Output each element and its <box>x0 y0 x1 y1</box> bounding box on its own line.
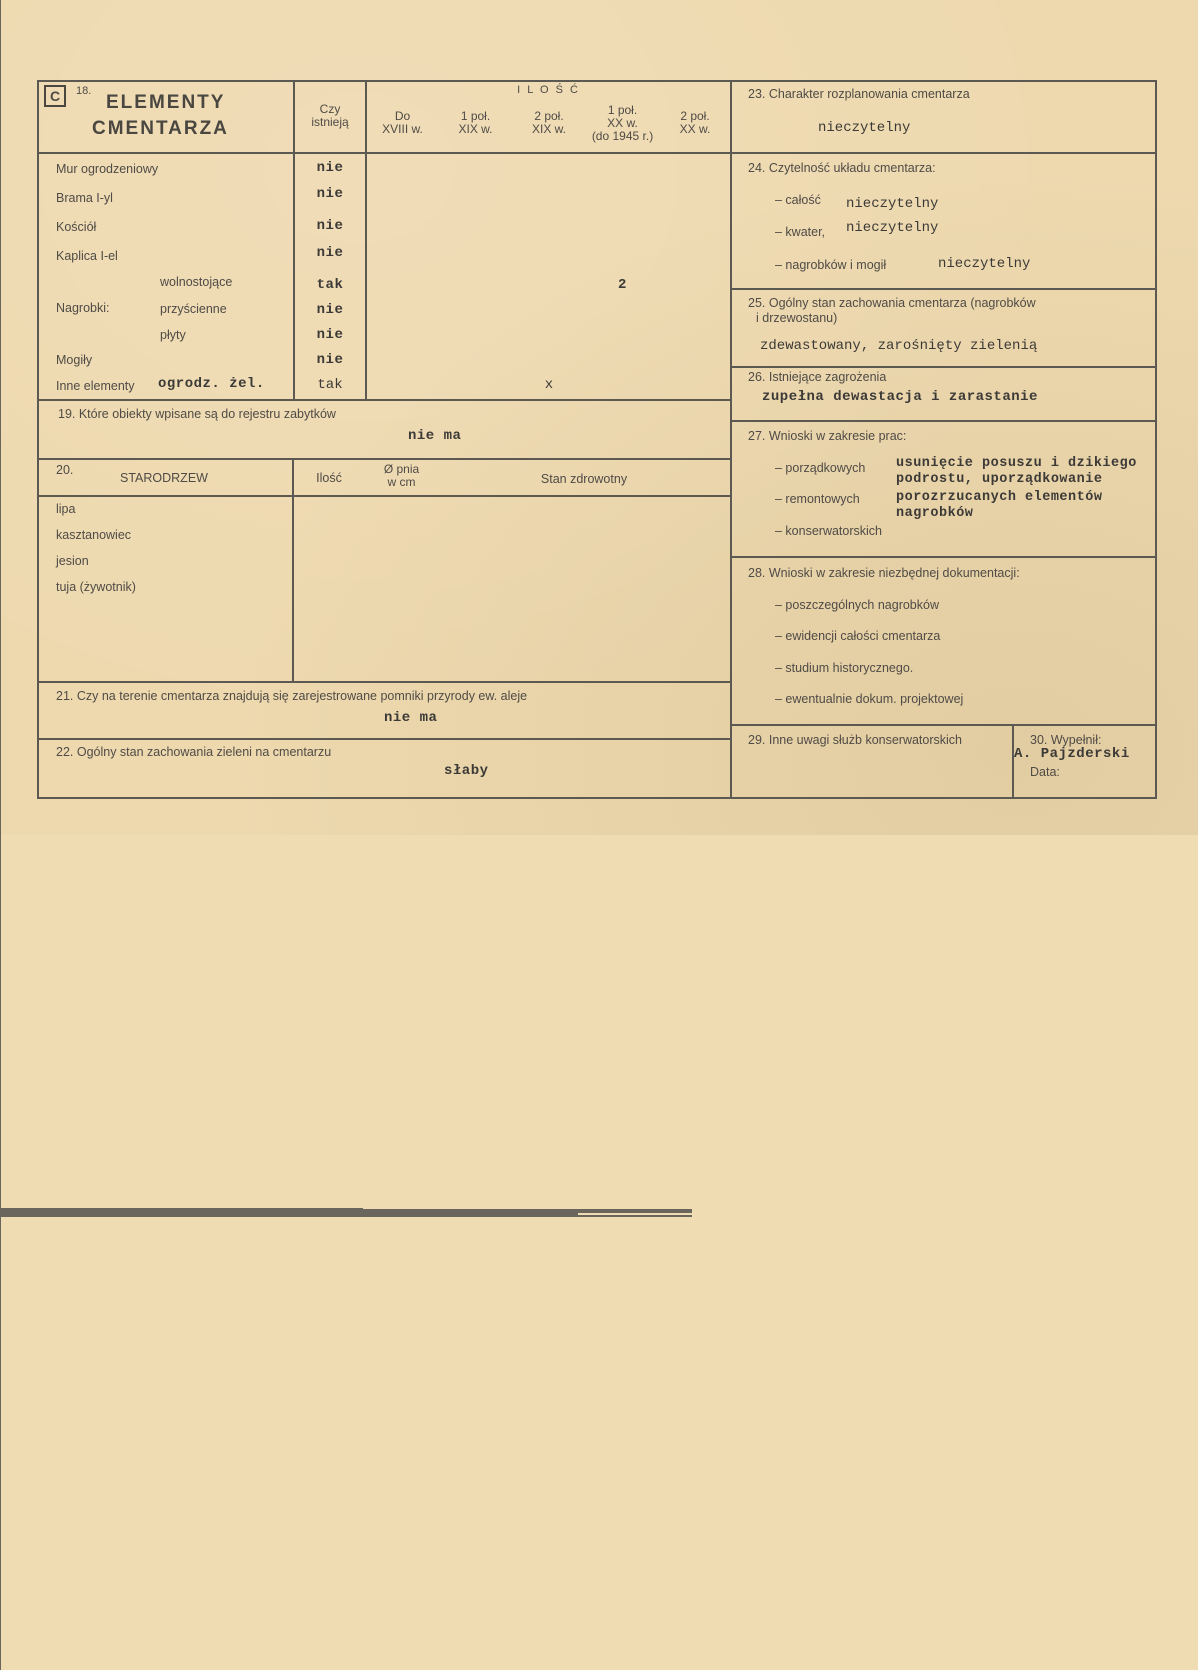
nagrobki-label: Nagrobki: <box>56 301 110 315</box>
s20-col-pnia-line2: w cm <box>387 475 416 489</box>
frame-middle <box>730 80 732 799</box>
col-czy-istnieja <box>295 103 365 129</box>
s27-item-konserwatorskich: – konserwatorskich <box>775 524 882 538</box>
tree-kasztanowiec: kasztanowiec <box>56 528 132 542</box>
s20-col-ilosc: Ilość <box>316 471 342 485</box>
s23-label: 23. Charakter rozplanowania cmentarza <box>748 87 970 101</box>
s30-date-label: Data: <box>1030 765 1060 779</box>
s20-number: 20. <box>56 463 74 477</box>
s20-title: STARODRZEW <box>120 471 208 485</box>
s25-label-line2: i drzewostanu) <box>756 311 838 325</box>
s24-item-calosc-label: – całość <box>775 193 821 207</box>
s22-label: 22. Ogólny stan zachowania zieleni na cmentarzu <box>56 745 332 759</box>
col-2pol-xix-line2: XIX w. <box>531 122 566 136</box>
col-1pol-xx <box>586 104 659 143</box>
col-2pol-xx-line2: XX w. <box>679 122 711 136</box>
s20-col-stan: Stan zdrowotny <box>540 472 628 486</box>
s18-col-divider <box>0 302 1 604</box>
s26-label: 26. Istniejące zagrożenia <box>748 370 887 384</box>
row-mogily-label: Mogiły <box>56 353 93 367</box>
col-1pol-xix <box>439 110 512 136</box>
s30-label: 30. Wypełnił: <box>1030 733 1102 747</box>
row-brama-czy: nie <box>316 186 344 202</box>
row-mur-czy: nie <box>316 160 344 176</box>
s18-col-divider <box>0 604 1 906</box>
col-do-xviii-line2: XVIII w. <box>382 122 423 136</box>
col-2pol-xx <box>660 110 730 136</box>
s27-value-line2: podrostu, uporządkowanie <box>896 472 1103 487</box>
s26-bottom <box>730 420 1157 422</box>
col-1pol-xix-line2: XIX w. <box>458 122 493 136</box>
row-mogily-czy: nie <box>316 352 344 368</box>
s26-value: zupełna dewastacja i zarastanie <box>762 389 1038 405</box>
frame-right <box>1155 80 1157 799</box>
s28-label: 28. Wnioski w zakresie niezbędnej dokumentacji: <box>748 566 1020 580</box>
row-plyty-czy: nie <box>316 327 344 343</box>
frame-bottom <box>37 797 1157 799</box>
frame-top <box>37 80 1157 82</box>
row-wolnostojace-1pol-xx: 2 <box>618 277 627 293</box>
row-inne-czy: tak <box>317 377 343 393</box>
s18-col-divider <box>0 0 1 302</box>
row-przyscienne-czy: nie <box>316 302 344 318</box>
col-1pol-xx-line1: 1 poł. <box>607 103 638 117</box>
row-mur-label: Mur ogrodzeniowy <box>56 162 159 176</box>
s20-col-pnia-line1: Ø pnia <box>383 462 420 476</box>
s21-label: 21. Czy na terenie cmentarza znajdują się zarejestrowane pomniki przyrody ew. aleje <box>56 689 528 703</box>
col-1pol-xx-line3: (do 1945 r.) <box>591 129 654 143</box>
s20-col-divider <box>292 460 294 681</box>
s27-bottom <box>730 556 1157 558</box>
s27-value-line4: nagrobków <box>896 506 974 521</box>
s25-label-line1: 25. Ogólny stan zachowania cmentarza (nagrobków <box>748 296 1036 310</box>
s24-bottom <box>730 288 1157 290</box>
s30-value: A. Pajzderski <box>1014 746 1130 762</box>
tree-jesion: jesion <box>56 554 89 568</box>
s28-item-ewidencji: – ewidencji całości cmentarza <box>775 629 941 643</box>
s28-item-nagrobkow: – poszczególnych nagrobków <box>775 598 939 612</box>
row-kosciol-czy: nie <box>316 218 344 234</box>
col-2pol-xix <box>513 110 585 136</box>
s27-item-porzadkowych: – porządkowych <box>775 461 866 475</box>
s28-item-projektowej: – ewentualnie dokum. projektowej <box>775 692 964 706</box>
col-do-xviii <box>367 110 438 136</box>
s29-label: 29. Inne uwagi służb konserwatorskich <box>748 733 963 747</box>
tree-tuja: tuja (żywotnik) <box>56 580 136 594</box>
s27-value-line1: usunięcie posuszu i dzikiego <box>896 456 1137 471</box>
s22-value: słaby <box>444 763 489 779</box>
row-brama-label: Brama I-yl <box>56 191 113 205</box>
s19-label: 19. Które obiekty wpisane są do rejestru zabytków <box>58 407 336 421</box>
row-kaplica-czy: nie <box>316 245 344 261</box>
col-do-xviii-line1: Do <box>394 109 411 123</box>
s24-item-kwater-label: – kwater, <box>775 225 826 239</box>
s28-item-studium: – studium historycznego. <box>775 661 914 675</box>
s19-bottom <box>37 458 730 460</box>
s23-value: nieczytelny <box>818 120 911 136</box>
row-wolnostojace-label: wolnostojące <box>160 275 233 289</box>
s18-number: 18. <box>76 85 92 97</box>
frame-left <box>37 80 39 799</box>
s20-header-bottom <box>37 495 730 497</box>
s24-item-calosc-value: nieczytelny <box>846 196 939 212</box>
nagrobki-divider <box>0 1217 1 1296</box>
s21-bottom <box>37 738 730 740</box>
s21-value: nie ma <box>384 710 438 726</box>
row-line <box>0 1216 692 1217</box>
s18-bottom <box>37 399 730 401</box>
s19-value: nie ma <box>408 428 462 444</box>
row-plyty-label: płyty <box>160 328 186 342</box>
col-2pol-xx-line1: 2 poł. <box>680 109 710 123</box>
s20-col-pnia <box>365 463 438 489</box>
col-czy-line1: Czy <box>319 102 341 116</box>
s24-item-nagrobkow-label: – nagrobków i mogił <box>775 258 887 272</box>
s20-col-divider <box>0 1517 1 1670</box>
s18-title-line1: ELEMENTY <box>106 92 226 113</box>
s24-item-nagrobkow-value: nieczytelny <box>938 256 1031 272</box>
s27-item-remontowych: – remontowych <box>775 492 860 506</box>
s23-bottom <box>730 152 1157 154</box>
s18-title-line2: CMENTARZA <box>92 118 229 139</box>
col-2pol-xix-line1: 2 poł. <box>534 109 564 123</box>
row-wolnostojace-czy: tak <box>316 277 344 293</box>
row-inne-2pol-xix: x <box>544 377 554 393</box>
row-inne-label: Inne elementy <box>56 379 135 393</box>
row-inne-typed: ogrodz. żel. <box>158 376 265 392</box>
s24-item-kwater-value: nieczytelny <box>846 220 939 236</box>
ilosc-heading: I L O Ś Ć <box>517 84 580 96</box>
s24-label: 24. Czytelność układu cmentarza: <box>748 161 936 175</box>
s18-col-divider <box>0 906 1 1208</box>
s20-bottom <box>37 681 730 683</box>
corner-letter-box: C <box>44 85 66 107</box>
col-1pol-xx-line2: XX w. <box>607 116 638 130</box>
s18-header-bottom <box>37 152 730 154</box>
s27-label: 27. Wnioski w zakresie prac: <box>748 429 907 443</box>
col-1pol-xix-line1: 1 poł. <box>460 109 491 123</box>
row-kosciol-label: Kościół <box>56 220 97 234</box>
s25-value: zdewastowany, zarośnięty zielenią <box>760 338 1038 354</box>
s25-bottom <box>730 366 1157 368</box>
s28-bottom <box>730 724 1157 726</box>
s27-value-line3: porozrzucanych elementów <box>896 490 1103 505</box>
s20-col-divider <box>0 1296 1 1517</box>
tree-lipa: lipa <box>56 502 76 516</box>
col-czy-line2: istnieją <box>311 115 349 129</box>
row-przyscienne-label: przyścienne <box>160 302 227 316</box>
row-kaplica-label: Kaplica I-el <box>56 249 118 263</box>
